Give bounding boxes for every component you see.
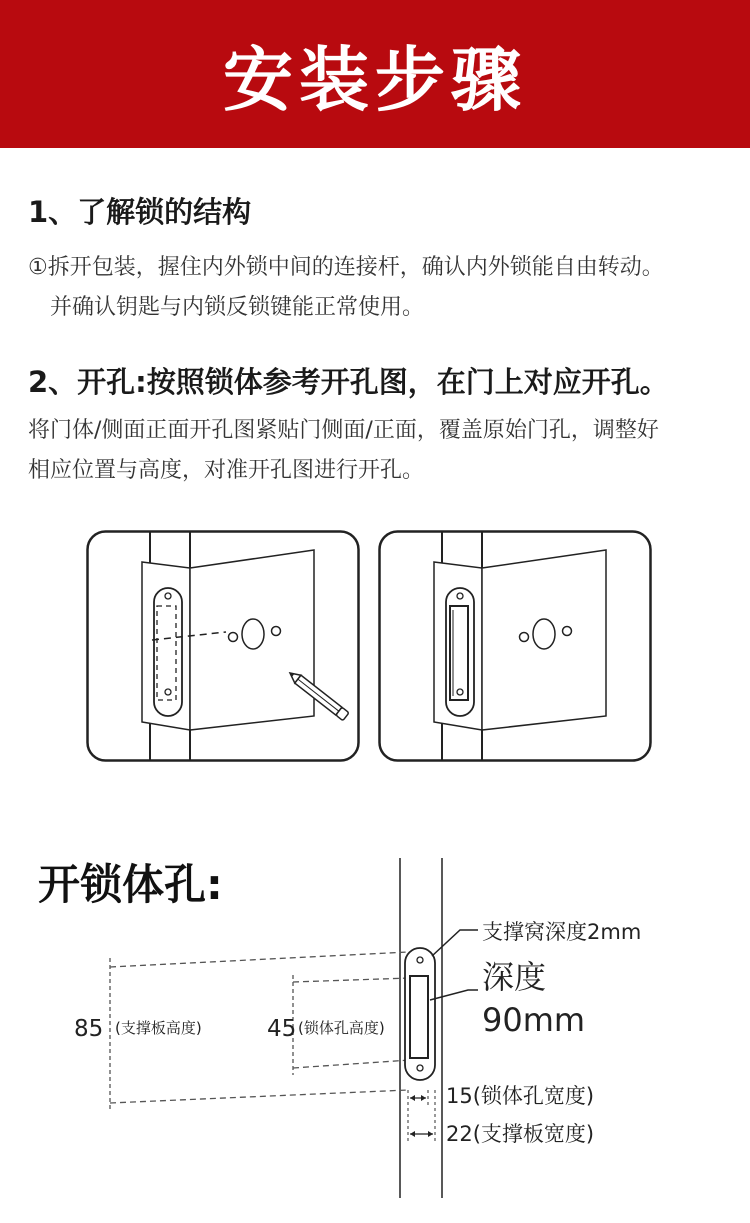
height-85-value: 85 [74,1016,104,1042]
step1-heading: 1、了解锁的结构 [28,195,252,229]
title-banner [0,0,750,148]
template-applied-illustration [378,530,652,762]
step2-text-line1: 将门体/侧面正面开孔图紧贴门侧面/正面，覆盖原始门孔，调整好 [28,418,659,443]
page-title: 安装步骤 [223,38,527,121]
step2-heading: 2、开孔:按照锁体参考开孔图，在门上对应开孔。 [28,365,669,399]
width-22-label: 22(支撑板宽度) [446,1122,595,1146]
step1-text-line2: 并确认钥匙与内锁反锁键能正常使用。 [50,295,425,320]
height-85-desc: (支撑板高度) [115,1019,202,1037]
height-45-desc: (锁体孔高度) [298,1019,385,1037]
width-15-label: 15(锁体孔宽度) [446,1084,595,1108]
height-45-value: 45 [267,1016,297,1042]
depth-value: 90mm [482,1001,586,1039]
depth-label: 深度 [482,958,547,996]
support-depth-label: 支撑窝深度2mm [482,920,642,944]
step2-text-line2: 相应位置与高度，对准开孔图进行开孔。 [28,458,425,483]
template-marking-illustration [86,530,360,762]
hole-dimension-diagram [0,855,750,1200]
lock-body-hole-title: 开锁体孔: [38,860,223,909]
step1-text-line1: ①拆开包装，握住内外锁中间的连接杆，确认内外锁能自由转动。 [28,255,664,280]
